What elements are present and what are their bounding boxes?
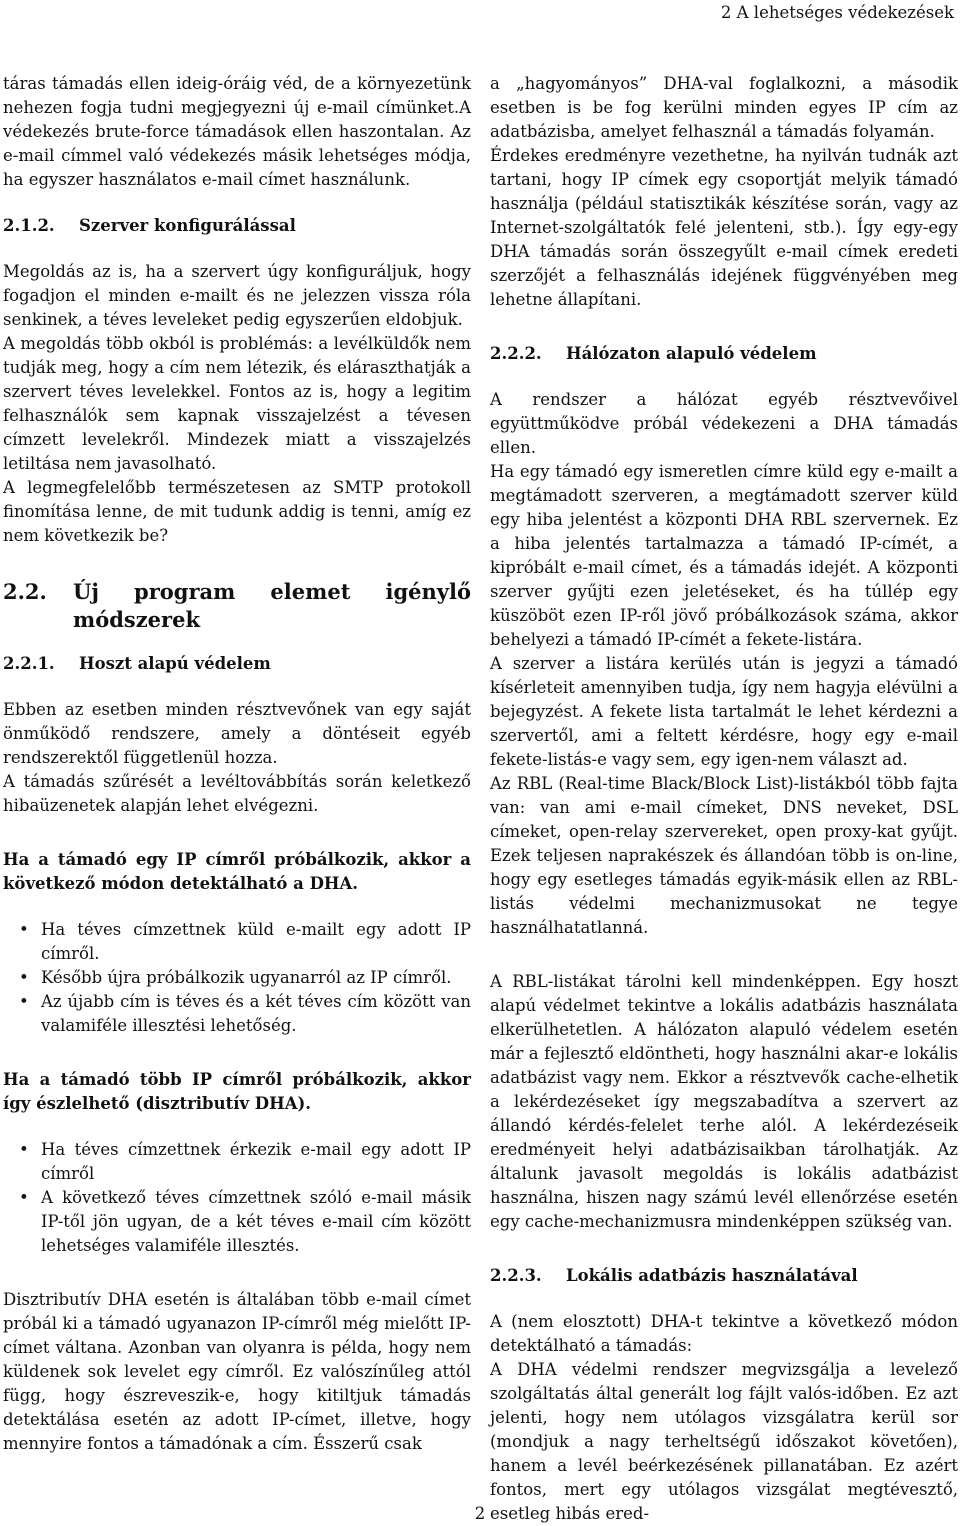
subsection-heading-2-2-1 — [3, 652, 471, 676]
page-number: 2 — [474, 1504, 486, 1523]
paragraph: A DHA védelmi rendszer megvizsgálja a levelező szolgáltatás által generált log fájlt valós-időben. Ez azt jelenti, hogy nem utólagos vizsgálatra kerül sor (mondjuk a nagy terheltségű időszakot követően), hanem a levél beérkezésének pillanatában. Ez azért fontos, mert egy utólagos vizsgálat megtévesztő, esetleg hibás ered- — [490, 1360, 958, 1523]
subsection-title: Hoszt alapú védelem — [79, 654, 271, 673]
paragraph: Ha egy támadó egy ismeretlen címre küld egy e-mailt a megtámadott szerveren, a megtámadott szerver küld egy hiba jelentést a központi DHA RBL szervernek. Ez a hiba jelentés tartalmazza a támadó IP-címét, a kipróbált e-mail címet, és a támadás idejét. A központi szerver gyűjti ezen jeletéseket, és ha túllép egy küszöböt ezen IP-ről jövő próbálkozások száma, akkor behelyezi a támadó IP-címét a fekete-listára. — [490, 462, 958, 649]
running-head: 2 A lehetséges védekezések — [720, 3, 954, 22]
section-title: Új program elemet igénylő módszerek — [73, 579, 471, 632]
list-item: • A következő téves címzettnek szóló e-mail másik IP-től jön ugyan, de a két téves e-mail cím között lehetséges valamiféle illesztés. — [3, 1186, 471, 1258]
bullet-list-single-ip — [3, 918, 471, 1038]
bullet-list-distributed — [3, 1138, 471, 1258]
list-item: • Ha téves címzettnek küld e-mailt egy adott IP címről. — [3, 918, 471, 966]
subsection-title: Lokális adatbázis használatával — [566, 1266, 858, 1285]
section-number: 2.2. — [3, 579, 47, 604]
paragraph: A RBL-listákat tárolni kell mindenképpen. Egy hoszt alapú védelmet tekintve a lokális adatbázis használata elkerülhetetlen. A hálózaton alapuló védelem esetén már a fejlesztő eldöntheti, hogy használni akar-e lokális adatbázist vagy nem. Ekkor a résztvevők cache-elhetik a lekérdezéseket így megszabadítva a szervert az állandó kérdés-felelet terhe alól. A lekérdezéseik eredményeit helyi adatbázisaikban tárolhatják. Az általunk javasolt megoldás is lokális adatbázist használna, hiszen nagy számú levél ellenőrzése esetén egy cache-mechanizmusra mindenképpen szükség van. — [490, 972, 958, 1231]
section-heading-2-2 — [3, 578, 471, 634]
paragraph: A szerver a listára kerülés után is jegyzi a támadó kísérleteit amennyiben tudja, így nem hagyja elévülni a bejegyzést. A fekete lista tartalmát le lehet kérdezni a szervertől, ami a feltett kérdésre, hogy egy e-mail fekete-listás-e vagy sem, egy igen-nem választ ad. — [490, 654, 958, 769]
paragraph: a „hagyományos” DHA-val foglalkozni, a második esetben is be fog kerülni minden egyes IP cím az adatbázisba, amelyet felhasznál a támadás folyamán. — [490, 74, 958, 141]
paragraph: Az RBL (Real-time Black/Block List)-listákból több fajta van: van ami e-mail címeket, DNS neveket, DSL címeket, open-relay szervereket, open proxy-kat gyűjt. Ezek teljesen naprakészek és állandóan több is on-line, hogy egy esetleges támadás egyik-másik ellen az RBL-listás védelmi mechanizmusokat ne tegye használhatatlanná. — [490, 774, 958, 937]
bold-paragraph: Ha a támadó egy IP címről próbálkozik, akkor a következő módon detektálható a DHA. — [3, 850, 471, 893]
subsection-heading-2-1-2 — [3, 214, 471, 238]
paragraph: Érdekes eredményre vezethetne, ha nyilván tudnák azt tartani, hogy IP címek egy csoportját melyik támadó használja (például statisztikák készítése során, vagy az Internet-szolgáltatók felé jelenteni, stb.). Így egy-egy DHA támadás során összegyűlt e-mail címek eredeti szerzőjét a felhasználás idejének függvényében meg lehetne állapítani. — [490, 146, 958, 309]
paragraph: Ebben az esetben minden résztvevőnek van egy saját önműködő rendszere, amely a döntéseit egyéb rendszerektől függetlenül hozza. — [3, 700, 471, 767]
list-item: • Ha téves címzettnek érkezik e-mail egy adott IP címről — [3, 1138, 471, 1186]
paragraph: A (nem elosztott) DHA-t tekintve a következő módon detektálható a támadás: — [490, 1312, 958, 1355]
subsection-number: 2.2.3. — [490, 1266, 542, 1285]
paragraph: A megoldás több okból is problémás: a levélküldők nem tudják meg, hogy a cím nem létezik, és eláraszthatják a szervert téves levelekkel. Fontos az is, hogy a legitim felhasználók sem kapnak visszajelzést a tévesen címzett levelekről. Mindezek miatt a visszajelzés letiltása nem javasolható. — [3, 334, 471, 473]
subsection-number: 2.2.1. — [3, 654, 55, 673]
subsection-number: 2.2.2. — [490, 344, 542, 363]
paragraph: táras támadás ellen ideig-óráig véd, de a környezetünk nehezen fogja tudni megjegyezni új e-mail címünket.A védekezés brute-force támadások ellen haszontalan. Az e-mail címmel való védekezés másik lehetséges módja, ha egyszer használatos e-mail címet használunk. — [3, 74, 471, 189]
right-column — [490, 72, 958, 1526]
paragraph: A rendszer a hálózat egyéb résztvevőivel együttműködve próbál védekezeni a DHA támadás ellen. — [490, 390, 958, 457]
left-column — [3, 72, 471, 1456]
subsection-heading-2-2-3 — [490, 1264, 958, 1288]
subsection-title: Hálózaton alapuló védelem — [566, 344, 817, 363]
subsection-number: 2.1.2. — [3, 216, 55, 235]
subsection-title: Szerver konfigurálással — [79, 216, 296, 235]
paragraph: A legmegfelelőbb természetesen az SMTP protokoll finomítása lenne, de mit tudunk addig is tenni, amíg ez nem következik be? — [3, 478, 471, 545]
list-item: • Az újabb cím is téves és a két téves cím között van valamiféle illesztési lehetőség. — [3, 990, 471, 1038]
paragraph: Disztributív DHA esetén is általában több e-mail címet próbál ki a támadó ugyanazon IP-címről még mielőtt IP-címet váltana. Azonban van olyanra is példa, hogy nem küldenek sok levelet egy címről. Ez valószínűleg attól függ, hogy észreveszik-e, hogy kitiltjuk támadás detektálása esetén az adott IP-címet, illetve, hogy mennyire fontos a támadónak a cím. Ésszerű csak — [3, 1290, 471, 1453]
list-item: • Később újra próbálkozik ugyanarról az IP címről. — [3, 966, 471, 990]
paragraph: A támadás szűrését a levéltovábbítás során keletkező hibaüzenetek alapján lehet elvégezni. — [3, 772, 471, 815]
paragraph: Megoldás az is, ha a szervert úgy konfiguráljuk, hogy fogadjon el minden e-mailt és ne jelezzen vissza róla senkinek, a téves leveleket pedig egyszerűen eldobjuk. — [3, 262, 471, 329]
bold-paragraph: Ha a támadó több IP címről próbálkozik, akkor így észlelhető (disztributív DHA). — [3, 1070, 471, 1113]
subsection-heading-2-2-2 — [490, 342, 958, 366]
